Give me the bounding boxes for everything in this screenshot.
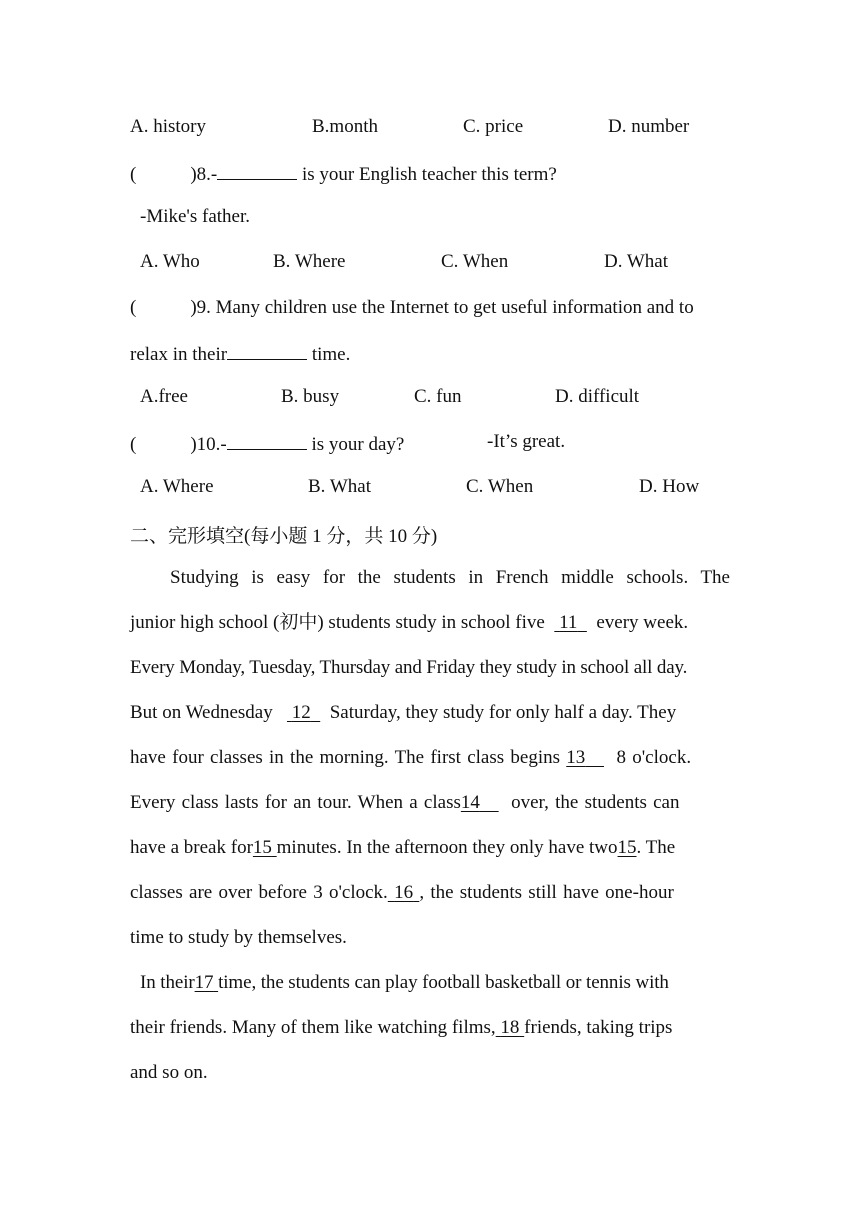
blank-13-number: 13 (566, 747, 586, 768)
passage-text: classes are over before 3 o'clock. (130, 882, 388, 903)
q7-option-b: B.month (312, 116, 378, 137)
blank-15-number: 15 (252, 837, 272, 858)
passage-text: their friends. Many of them like watching films, (130, 1017, 496, 1038)
q10-question (130, 431, 735, 457)
blank-18 (496, 1017, 525, 1038)
q10-paren: ( (130, 434, 137, 455)
passage-text: Saturday, they study for only half a day. They (329, 702, 677, 723)
q10-text: is your day? (306, 434, 405, 455)
q10-option-a: A. Where (140, 476, 214, 497)
q8-number: )8.- (190, 164, 218, 185)
passage-text: 8 o'clock. (616, 747, 692, 768)
passage-text: But on Wednesday (130, 702, 273, 723)
q8-option-c: C. When (441, 251, 509, 272)
blank-15-second (618, 837, 637, 858)
passage-text: have four classes in the morning. The first class begins (130, 747, 560, 768)
blank-12-number: 12 (291, 702, 311, 723)
q10-reply: -It’s great. (487, 431, 566, 452)
passage-text: have a break for (130, 837, 253, 858)
blank-14-number: 14 (460, 792, 480, 813)
passage-text: over, the students can (511, 792, 680, 813)
q9-paren: ( (130, 297, 137, 318)
blank-13 (566, 747, 604, 768)
blank-15-number: 15 (617, 837, 637, 858)
q8-option-d: D. What (604, 251, 669, 272)
q9-question-line2 (130, 341, 735, 367)
passage-text: every week. (596, 612, 689, 633)
blank-14 (461, 792, 499, 813)
q8-question (130, 161, 735, 187)
q9-option-d: D. difficult (555, 386, 640, 407)
passage-line-5 (130, 746, 735, 770)
q10-option-b: B. What (308, 476, 371, 497)
passage-line-7 (130, 836, 735, 860)
passage-line-10 (140, 971, 745, 995)
passage-line-1: Studying is easy for the students in French middle schools. The (170, 567, 730, 588)
passage-line-8 (130, 881, 735, 905)
passage-text: In their (140, 972, 195, 993)
q8-text: is your English teacher this term? (297, 164, 557, 185)
blank-12 (287, 702, 320, 723)
passage-line-2 (130, 611, 735, 635)
q8-option-a: A. Who (140, 251, 200, 272)
blank-17-number: 17 (194, 972, 214, 993)
q10-option-d: D. How (639, 476, 700, 497)
q9-option-a: A.free (140, 386, 188, 407)
q7-option-c: C. price (463, 116, 524, 137)
q9-blank (227, 341, 307, 360)
blank-16 (388, 882, 420, 903)
passage-line-6 (130, 791, 735, 815)
q9-text: )9. Many children use the Internet to get useful information and to (190, 297, 694, 318)
passage-line-12: and so on. (130, 1062, 208, 1083)
q7-option-a: A. history (130, 116, 206, 137)
blank-16-number: 16 (394, 882, 414, 903)
q7-option-d: D. number (608, 116, 690, 137)
q8-option-b: B. Where (273, 251, 346, 272)
q10-option-c: C. When (466, 476, 534, 497)
q10-number: )10.- (190, 434, 227, 455)
blank-11 (554, 612, 587, 633)
section-heading: 二、完形填空(每小题 1 分，共 10 分) (130, 526, 438, 547)
q9-question-line1 (130, 296, 735, 320)
blank-18-number: 18 (500, 1017, 520, 1038)
passage-text: minutes. In the afternoon they only have two (276, 837, 618, 858)
passage-text: time, the students can play football basketball or tennis with (218, 972, 669, 993)
blank-15-first (253, 837, 277, 858)
passage-text: junior high school (初中) students study in school five (130, 612, 545, 633)
passage-line-11 (130, 1016, 735, 1040)
q8-paren: ( (130, 164, 137, 185)
passage-text: , the students still have one-hour (419, 882, 674, 903)
q9-option-c: C. fun (414, 386, 462, 407)
q10-blank (227, 431, 307, 450)
q9-text-after: time. (307, 344, 351, 365)
blank-11-number: 11 (559, 612, 578, 633)
q9-text-before: relax in their (130, 344, 228, 365)
passage-text: Every class lasts for an tour. When a class (130, 792, 461, 813)
passage-text: . The (636, 837, 676, 858)
q9-option-b: B. busy (281, 386, 340, 407)
passage-line-9: time to study by themselves. (130, 927, 347, 948)
passage-line-3: Every Monday, Tuesday, Thursday and Friday they study in school all day. (130, 657, 688, 678)
blank-17 (195, 972, 218, 993)
q8-answer-line: -Mike's father. (140, 206, 251, 227)
passage-text: friends, taking trips (524, 1017, 673, 1038)
q8-blank (217, 161, 297, 180)
passage-line-4 (130, 701, 735, 725)
